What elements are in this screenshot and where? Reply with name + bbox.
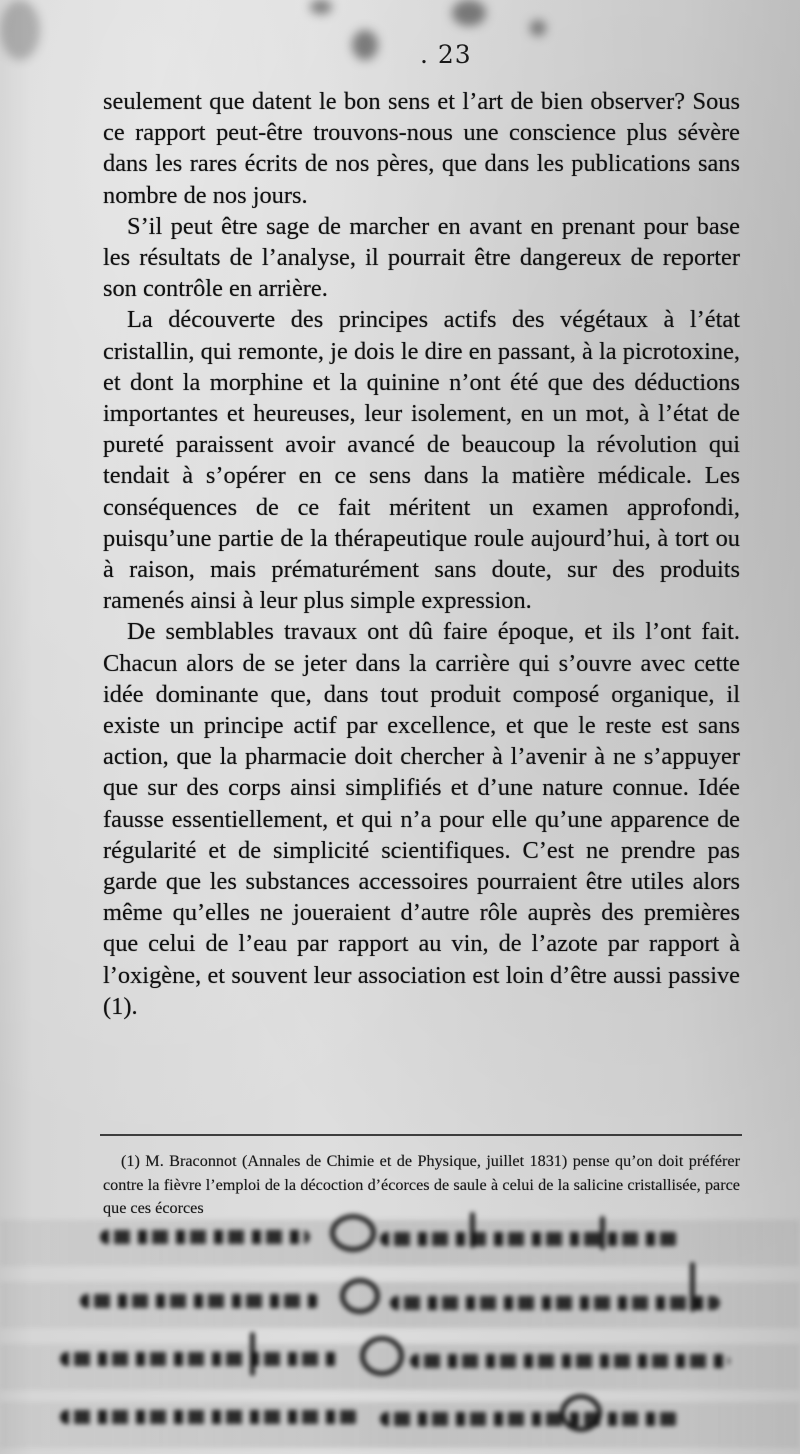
ink-stain xyxy=(310,0,332,14)
footnote xyxy=(103,1150,740,1221)
footnote-text: (1) M. Braconnot (Annales de Chimie et de Physique, juillet 1831) pense qu’on doit préférer contre la fièvre l’emploi de la décoction d’écorces de saule à celui de la salicine cristallisée, parce que ces écorces xyxy=(103,1152,740,1217)
ink-stain xyxy=(530,20,546,36)
ink-stain xyxy=(0,0,40,60)
body-text xyxy=(103,86,740,1022)
page-number: . 23 xyxy=(420,40,472,69)
paragraph: De semblables travaux ont dû faire époque, et ils l’ont fait. Chacun alors de se jeter dans la carrière qui s’ouvre avec cette idée dominante que, dans tout produit composé organique, il existe un principe actif par excellence, et que le reste est sans action, que la pharmacie doit chercher à l’avenir à ne s’appuyer que sur des corps ainsi simplifiés et d’une nature connue. Idée fausse essentiellement, et qui n’a pour elle qu’une apparence de régularité et de simplicité scientifiques. C’est ne prendre pas garde que les substances accessoires pourraient être utiles alors même qu’elles ne joueraient d’autre rôle auprès des premières que celui de l’eau par rapport au vin, de l’azote par rapport à l’oxigène, et souvent leur association est loin d’être aussi passive (1). xyxy=(103,618,740,1020)
footnote-rule xyxy=(100,1134,742,1136)
paragraph: seulement que datent le bon sens et l’art de bien observer? Sous ce rapport peut-être trouvons-nous une conscience plus sévère dans les rares écrits de nos pères, que dans les publications sans nombre de nos jours. xyxy=(103,88,740,209)
ink-stain xyxy=(452,0,486,26)
ink-stain xyxy=(352,30,378,60)
paragraph: S’il peut être sage de marcher en avant en prenant pour base les résultats de l’analyse, il pourrait être dangereux de reporter son contrôle en arrière. xyxy=(103,212,740,303)
handwritten-bleed-through xyxy=(0,1212,800,1454)
paragraph: La découverte des principes actifs des végétaux à l’état cristallin, qui remonte, je dois le dire en passant, à la picrotoxine, et dont la morphine et la quinine n’ont été que des déductions importantes et heureuses, leur isolement, en un mot, à l’état de pureté paraissent avoir avancé de beaucoup la révolution qui tendait à s’opérer en ce sens dans la matière médicale. Les conséquences de ce fait méritent un examen approfondi, puisqu’une partie de la thérapeutique roule aujourd’hui, à tort ou à raison, mais prématurément sans doute, sur des produits ramenés ainsi à leur plus simple expression. xyxy=(103,306,740,615)
